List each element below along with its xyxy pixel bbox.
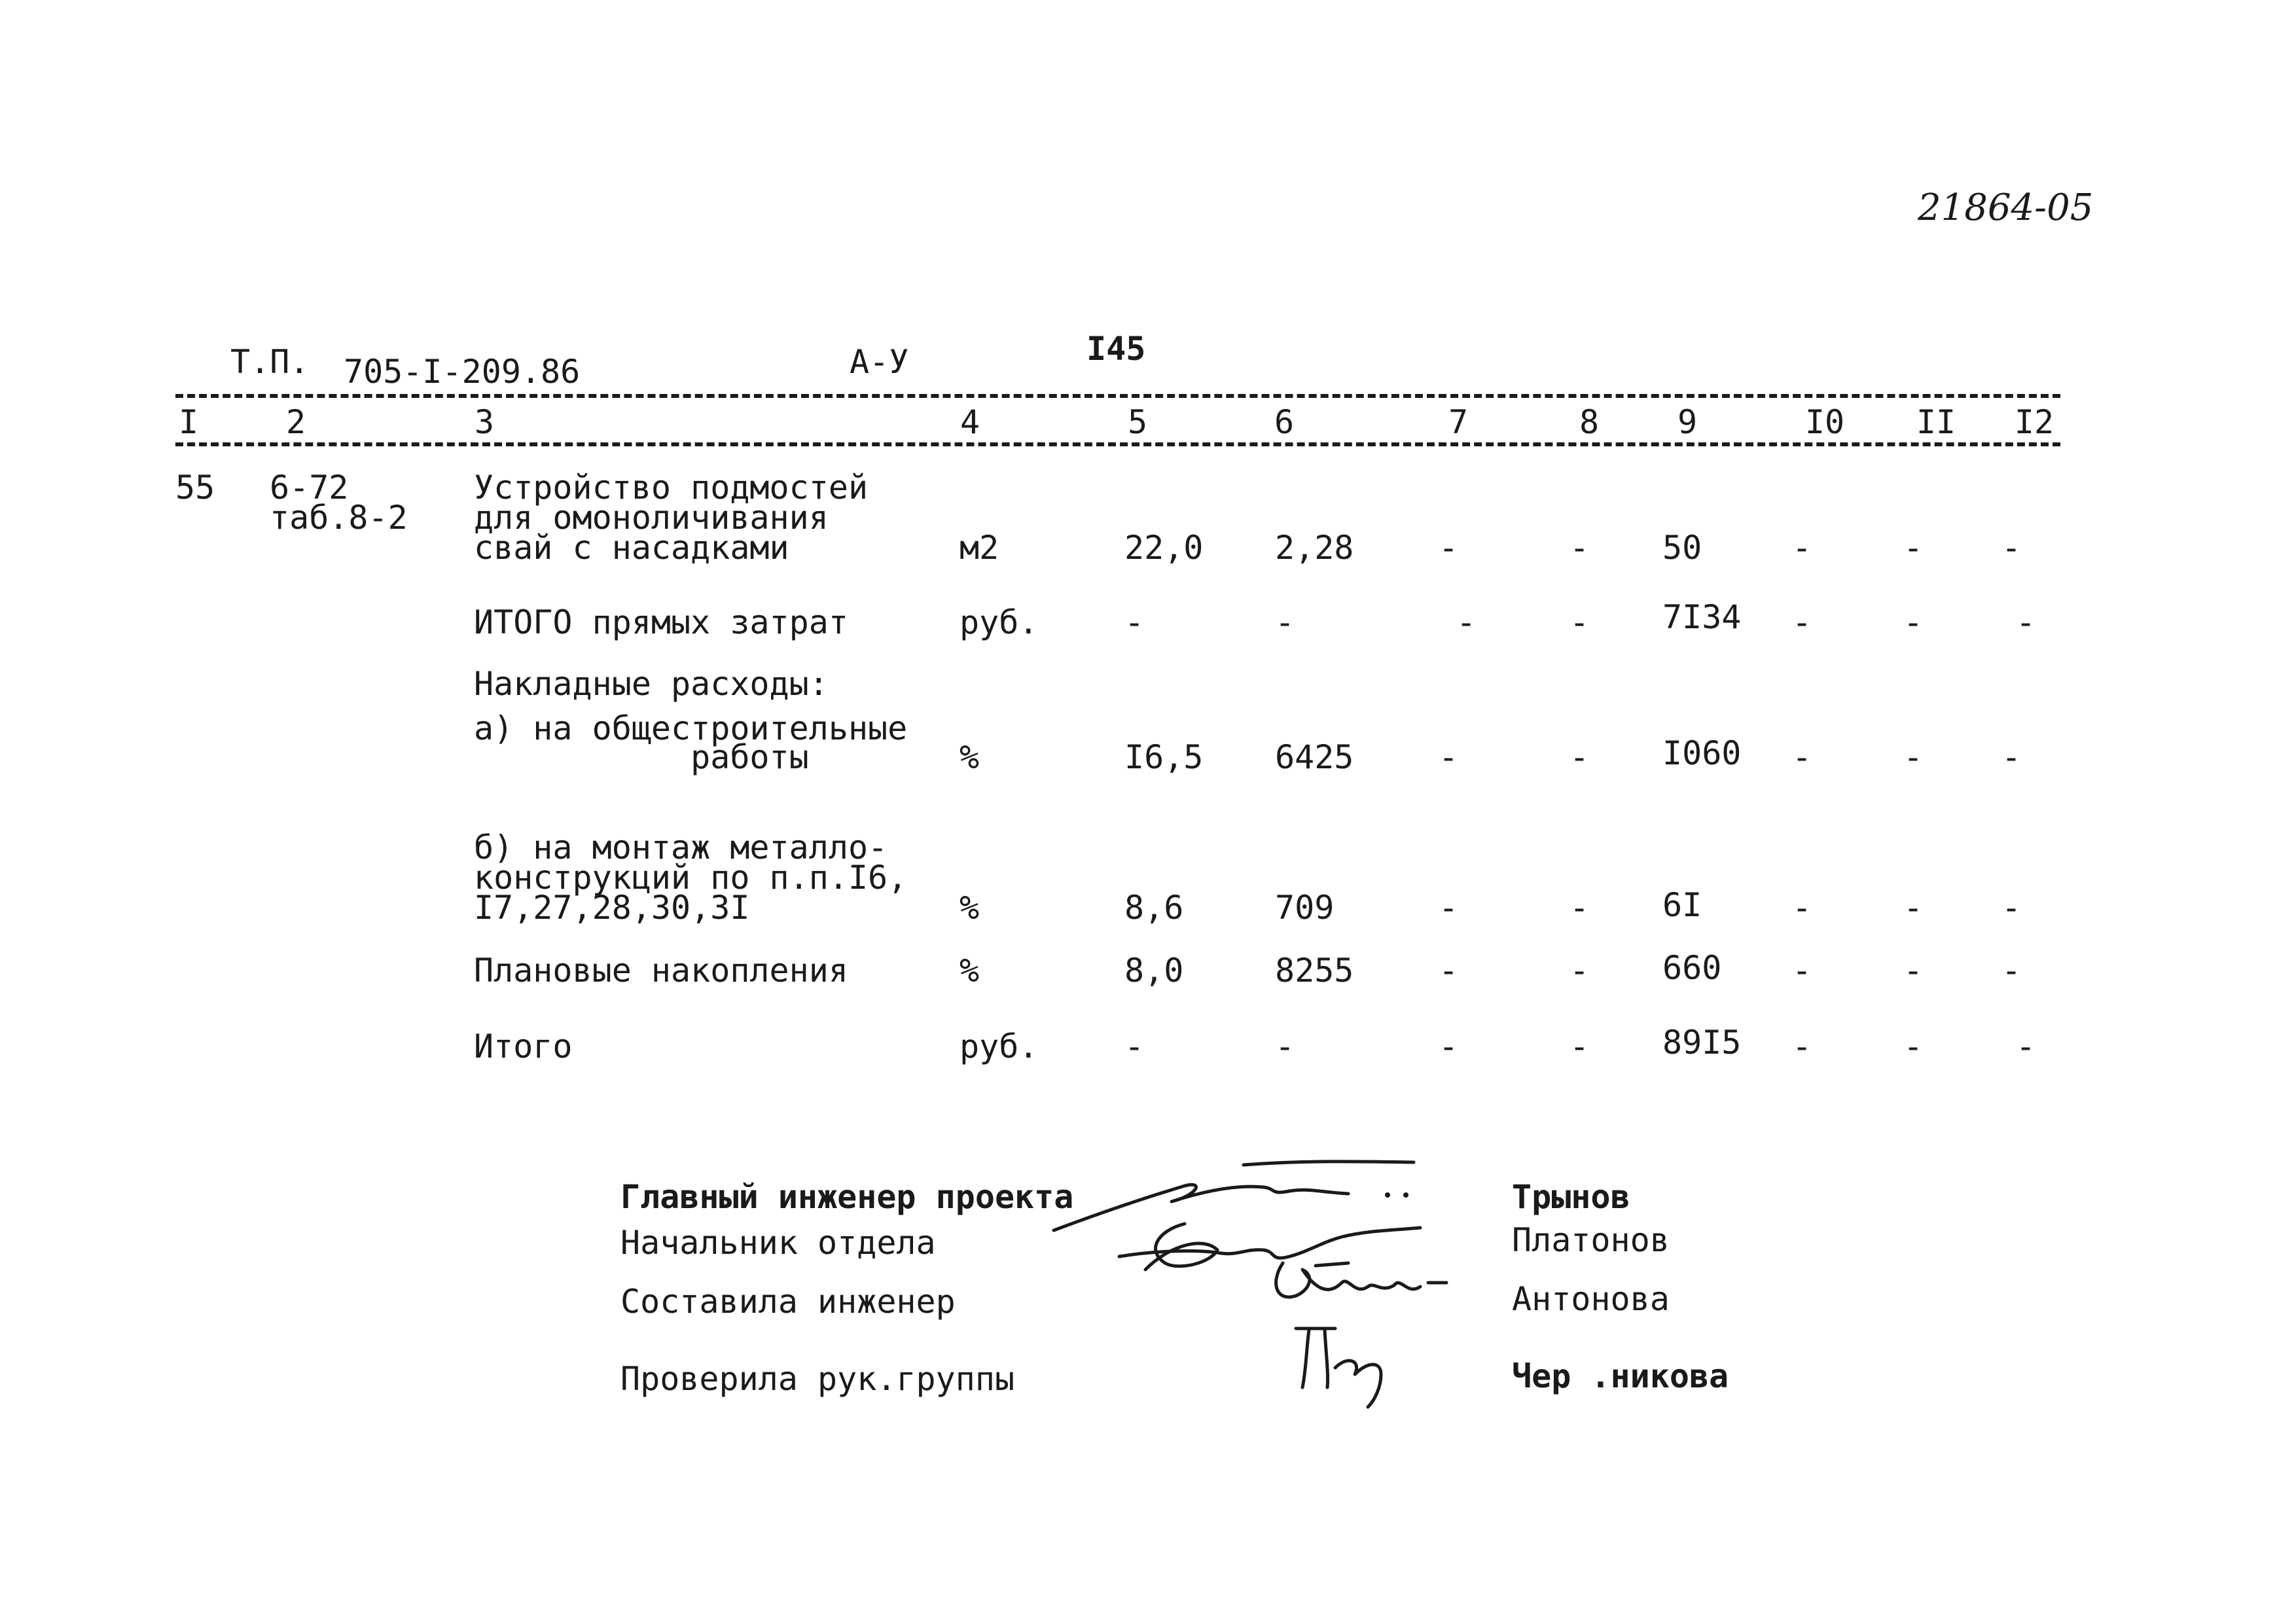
- cell-12: -: [2001, 889, 2022, 927]
- work-name-line: Устройство подмостей: [474, 469, 869, 507]
- cell-7: -: [1439, 952, 1459, 990]
- cell-12: -: [2001, 738, 2022, 776]
- cell-12: -: [2016, 1027, 2036, 1065]
- unit: %: [960, 889, 980, 927]
- signature-name: Чер .никова: [1512, 1357, 1729, 1395]
- cell-6: -: [1275, 603, 1295, 641]
- cell-10: -: [1792, 952, 1812, 990]
- norm-code: 6-72: [270, 469, 349, 507]
- work-name-line: свай с насадками: [474, 529, 789, 567]
- col-num-3: 3: [474, 403, 495, 441]
- col-num-12: I2: [2014, 403, 2054, 441]
- cell-8: -: [1570, 603, 1590, 641]
- col-num-11: II: [1916, 403, 1956, 441]
- unit: м2: [960, 529, 999, 567]
- work-name-line: а) на общестроительные: [474, 709, 908, 747]
- cell-9: 89I5: [1662, 1024, 1742, 1061]
- cell-11: -: [1903, 738, 1924, 776]
- cell-8: -: [1570, 738, 1590, 776]
- signature-name: Трынов: [1512, 1178, 1630, 1216]
- work-name-line: I7,27,28,30,3I: [474, 889, 750, 927]
- cell-6: 6425: [1275, 738, 1354, 776]
- cell-12: -: [2001, 529, 2022, 567]
- signature-name: Антонова: [1512, 1280, 1670, 1318]
- cell-11: -: [1903, 1027, 1924, 1065]
- cell-9: I060: [1662, 734, 1742, 772]
- signature-role: Начальник отдела: [620, 1224, 936, 1262]
- archive-number: 21864-05: [1918, 187, 2094, 229]
- work-name-line: ИТОГО прямых затрат: [474, 603, 848, 641]
- cell-10: -: [1792, 889, 1812, 927]
- col-num-4: 4: [960, 403, 980, 441]
- col-num-6: 6: [1274, 403, 1295, 441]
- cell-10: -: [1792, 603, 1812, 641]
- cell-5: I6,5: [1124, 738, 1204, 776]
- cell-7: -: [1439, 529, 1459, 567]
- page-number: I45: [1086, 330, 1146, 368]
- col-num-5: 5: [1127, 403, 1148, 441]
- norm-table: таб.8-2: [270, 499, 408, 537]
- handwritten-signature-group-lead: [1283, 1315, 1414, 1414]
- cell-5: 8,0: [1124, 952, 1184, 990]
- cell-11: -: [1903, 529, 1924, 567]
- cell-7: -: [1456, 603, 1477, 641]
- cell-7: -: [1439, 1027, 1459, 1065]
- cell-8: -: [1570, 529, 1590, 567]
- signature-name: Платонов: [1512, 1221, 1670, 1259]
- col-num-1: I: [178, 403, 199, 441]
- cell-5: 8,6: [1124, 889, 1184, 927]
- cell-5: -: [1124, 1027, 1145, 1065]
- cell-11: -: [1903, 889, 1924, 927]
- cell-10: -: [1792, 1027, 1812, 1065]
- work-name-line: Плановые накопления: [474, 952, 848, 990]
- handwritten-signature-compiler: [1257, 1250, 1453, 1322]
- signature-role: Проверила рук.группы: [620, 1360, 1015, 1398]
- album-code: А-У: [850, 343, 909, 381]
- unit: руб.: [960, 603, 1039, 641]
- cell-12: -: [2001, 952, 2022, 990]
- cell-9: 7I34: [1662, 598, 1742, 636]
- header-rule-bottom: [175, 442, 2060, 446]
- cell-7: -: [1439, 738, 1459, 776]
- cell-10: -: [1792, 529, 1812, 567]
- header-rule-top: [175, 394, 2060, 398]
- cell-8: -: [1570, 1027, 1590, 1065]
- work-name-line: для омоноличивания: [474, 499, 829, 537]
- cell-6: -: [1275, 1027, 1295, 1065]
- cell-11: -: [1903, 603, 1924, 641]
- cell-10: -: [1792, 738, 1812, 776]
- cell-11: -: [1903, 952, 1924, 990]
- cell-9: 660: [1662, 949, 1722, 987]
- col-num-2: 2: [285, 403, 306, 441]
- cell-6: 2,28: [1275, 529, 1354, 567]
- cell-8: -: [1570, 889, 1590, 927]
- unit: руб.: [960, 1027, 1039, 1065]
- work-name-line: Итого: [474, 1027, 573, 1065]
- work-name-line: работы: [474, 738, 809, 776]
- cell-6: 8255: [1275, 952, 1354, 990]
- unit: %: [960, 738, 980, 776]
- signature-role: Составила инженер: [620, 1283, 956, 1321]
- work-name-line: конструкций по п.п.I6,: [474, 859, 908, 897]
- cell-8: -: [1570, 952, 1590, 990]
- col-num-7: 7: [1448, 403, 1469, 441]
- col-num-10: I0: [1804, 403, 1845, 441]
- row-number: 55: [175, 469, 215, 507]
- unit: %: [960, 952, 980, 990]
- section-heading: Накладные расходы:: [474, 665, 829, 703]
- cell-6: 709: [1275, 889, 1335, 927]
- signature-role: Главный инженер проекта: [620, 1178, 1074, 1216]
- project-prefix: Т.П.: [230, 343, 310, 381]
- project-code: 705-I-209.86: [344, 353, 581, 391]
- cell-9: 50: [1662, 529, 1702, 567]
- cell-9: 6I: [1662, 886, 1702, 924]
- work-name-line: б) на монтаж металло-: [474, 829, 888, 866]
- cell-5: -: [1124, 603, 1145, 641]
- col-num-8: 8: [1579, 403, 1600, 441]
- col-num-9: 9: [1677, 403, 1698, 441]
- cell-5: 22,0: [1124, 529, 1204, 567]
- cell-12: -: [2016, 603, 2036, 641]
- cell-7: -: [1439, 889, 1459, 927]
